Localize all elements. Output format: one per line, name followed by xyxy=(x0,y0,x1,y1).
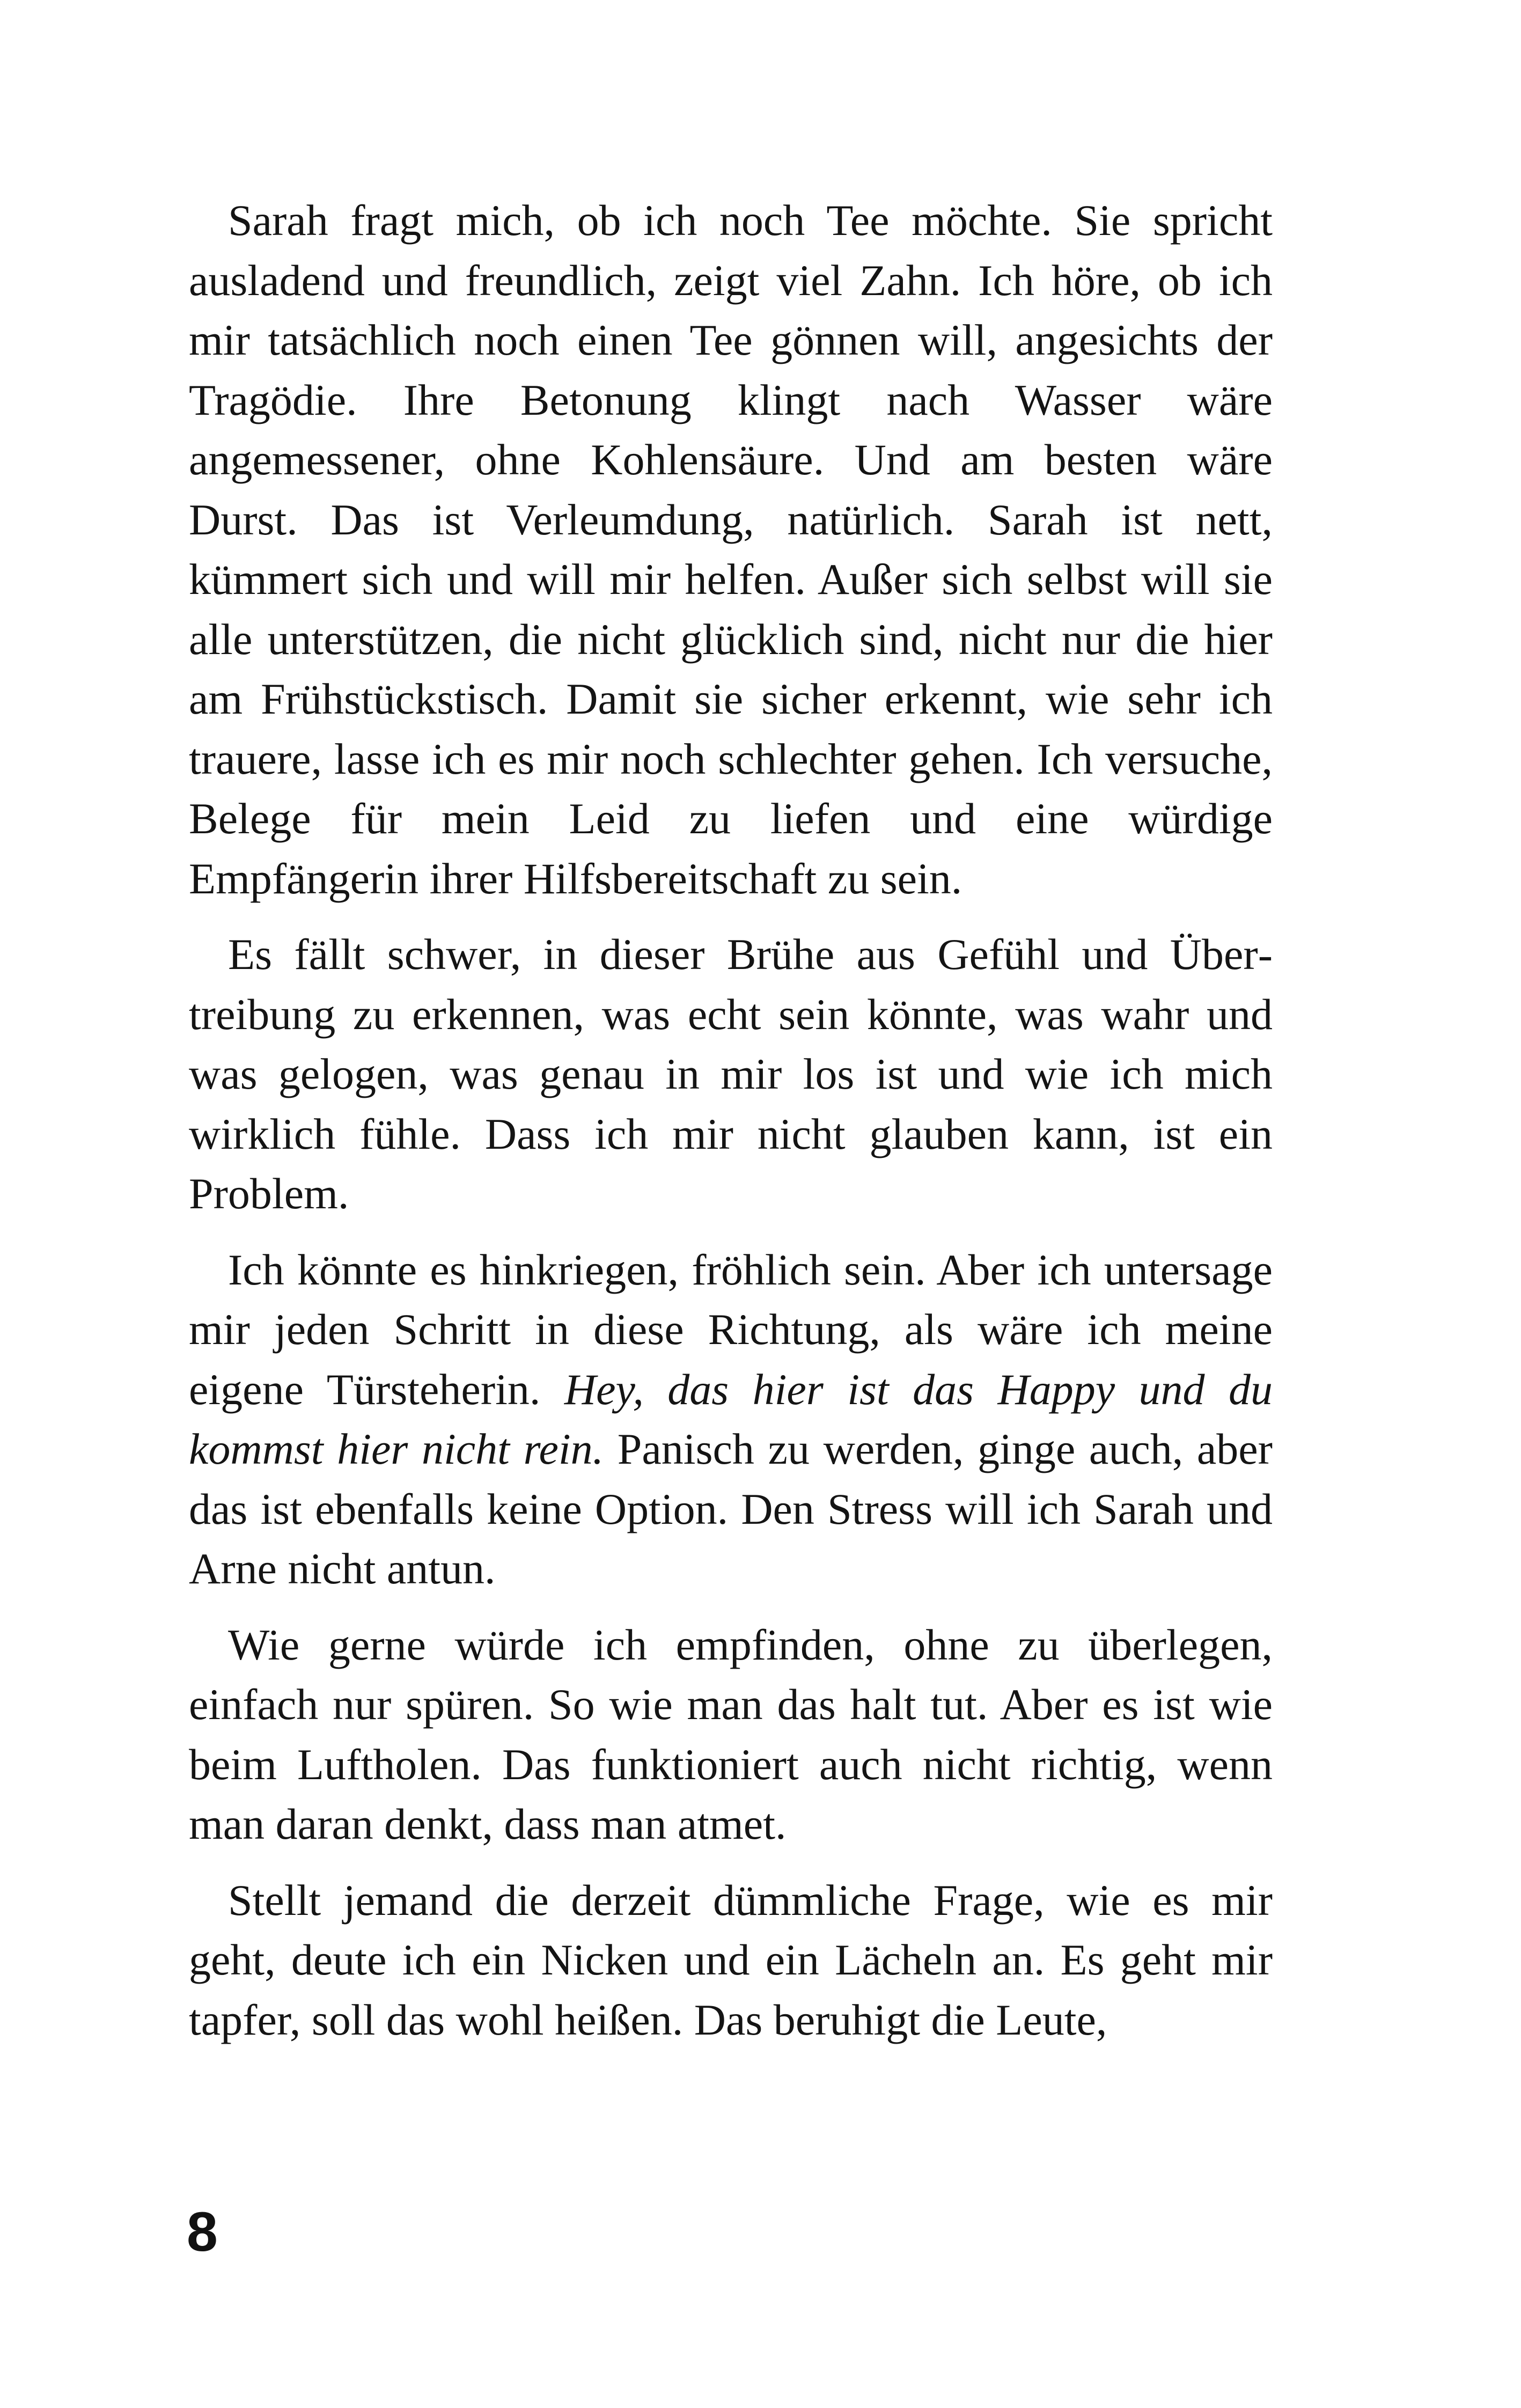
page-number: 8 xyxy=(187,2201,218,2263)
paragraph-4: Wie gerne würde ich empfinden, ohne zu überlegen, einfach nur spüren. So wie man das halt tut. Aber es ist wie beim Luftholen. Das funktioniert auch nicht richtig, wenn man daran denkt, dass man atmet. xyxy=(189,1620,1273,1848)
paragraph-2: Es fällt schwer, in dieser Brühe aus Gefühl und Übertreibung zu erkennen, was echt sein könnte, was wahr und was gelogen, was genau in mir los ist und wie ich mich wirklich fühle. Dass ich mir nicht glauben kann, ist ein Problem. xyxy=(189,930,1273,1218)
paragraph-3-end: Panisch zu werden, ginge auch, aber das ist ebenfalls keine Option. Den Stress will ich Sarah und Arne nicht antun. xyxy=(189,1425,1273,1593)
paragraph-3-start: Ich könnte es hinkriegen, fröhlich sein. Aber ich untersage mir jeden Schritt in diese Richtung, als wäre ich meine eigene Türsteherin. xyxy=(189,1245,1273,1414)
paragraph-3-italic-quote: Hey, das hier ist das Happy und du kommst hier nicht rein. xyxy=(189,1364,1273,1473)
paragraph-3 xyxy=(189,1240,1273,1599)
paragraph-1: Sarah fragt mich, ob ich noch Tee möchte. Sie spricht ausladend und freundlich, zeigt viel Zahn. Ich höre, ob ich mir tatsächlich noch einen Tee gönnen will, angesichts der Tragödie. Ihre Betonung klingt nach Wasser wäre angemessener, ohne Kohlensäure. Und am besten wäre Durst. Das ist Verleumdung, natürlich. Sarah ist nett, kümmert sich und will mir helfen. Außer sich selbst will sie alle unterstützen, die nicht glücklich sind, nicht nur die hier am Frühstückstisch. Damit sie sicher erkennt, wie sehr ich trauere, lasse ich es mir noch schlechter gehen. Ich versuche, Belege für mein Leid zu liefen und eine würdige Empfängerin ihrer Hilfsbereitschaft zu sein. xyxy=(189,196,1273,903)
body-text xyxy=(189,190,1273,2066)
paragraph-5: Stellt jemand die derzeit dümmliche Frage, wie es mir geht, deute ich ein Nicken und ein Lächeln an. Es geht mir tapfer, soll das wohl heißen. Das beruhigt die Leute, xyxy=(189,1875,1273,2044)
